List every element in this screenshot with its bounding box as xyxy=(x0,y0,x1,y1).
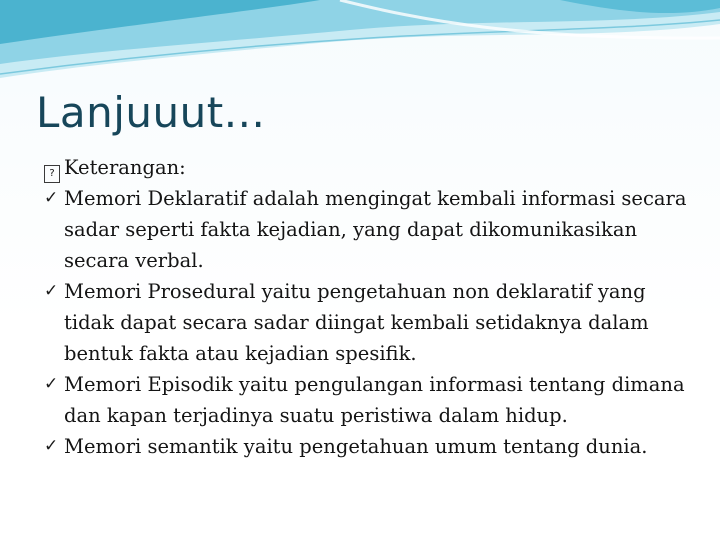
slide-body xyxy=(44,152,694,462)
list-item xyxy=(44,276,694,369)
list-item-text: Memori Prosedural yaitu pengetahuan non deklaratif yang tidak dapat secara sadar diingat kembali setidaknya dalam bentuk fakta atau kejadian spesifik. xyxy=(64,280,649,365)
list-item xyxy=(44,431,694,462)
checkmark-icon: ✓ xyxy=(44,374,59,394)
intro-line xyxy=(44,152,694,183)
checkmark-icon: ✓ xyxy=(44,188,59,208)
list-item-text: Memori Episodik yaitu pengulangan informasi tentang dimana dan kapan terjadinya suatu peristiwa dalam hidup. xyxy=(64,373,685,427)
intro-label: Keterangan: xyxy=(64,156,186,179)
slide-title: Lanjuuut... xyxy=(36,88,266,137)
list-item xyxy=(44,369,694,431)
checkmark-icon: ✓ xyxy=(44,281,59,301)
missing-glyph-icon: ? xyxy=(44,165,60,183)
list-item-text: Memori Deklaratif adalah mengingat kembali informasi secara sadar seperti fakta kejadian, yang dapat dikomunikasikan secara verbal. xyxy=(64,187,687,272)
list-item xyxy=(44,183,694,276)
checkmark-icon: ✓ xyxy=(44,436,59,456)
decorative-wave-header xyxy=(0,0,720,90)
list-item-text: Memori semantik yaitu pengetahuan umum tentang dunia. xyxy=(64,435,648,458)
